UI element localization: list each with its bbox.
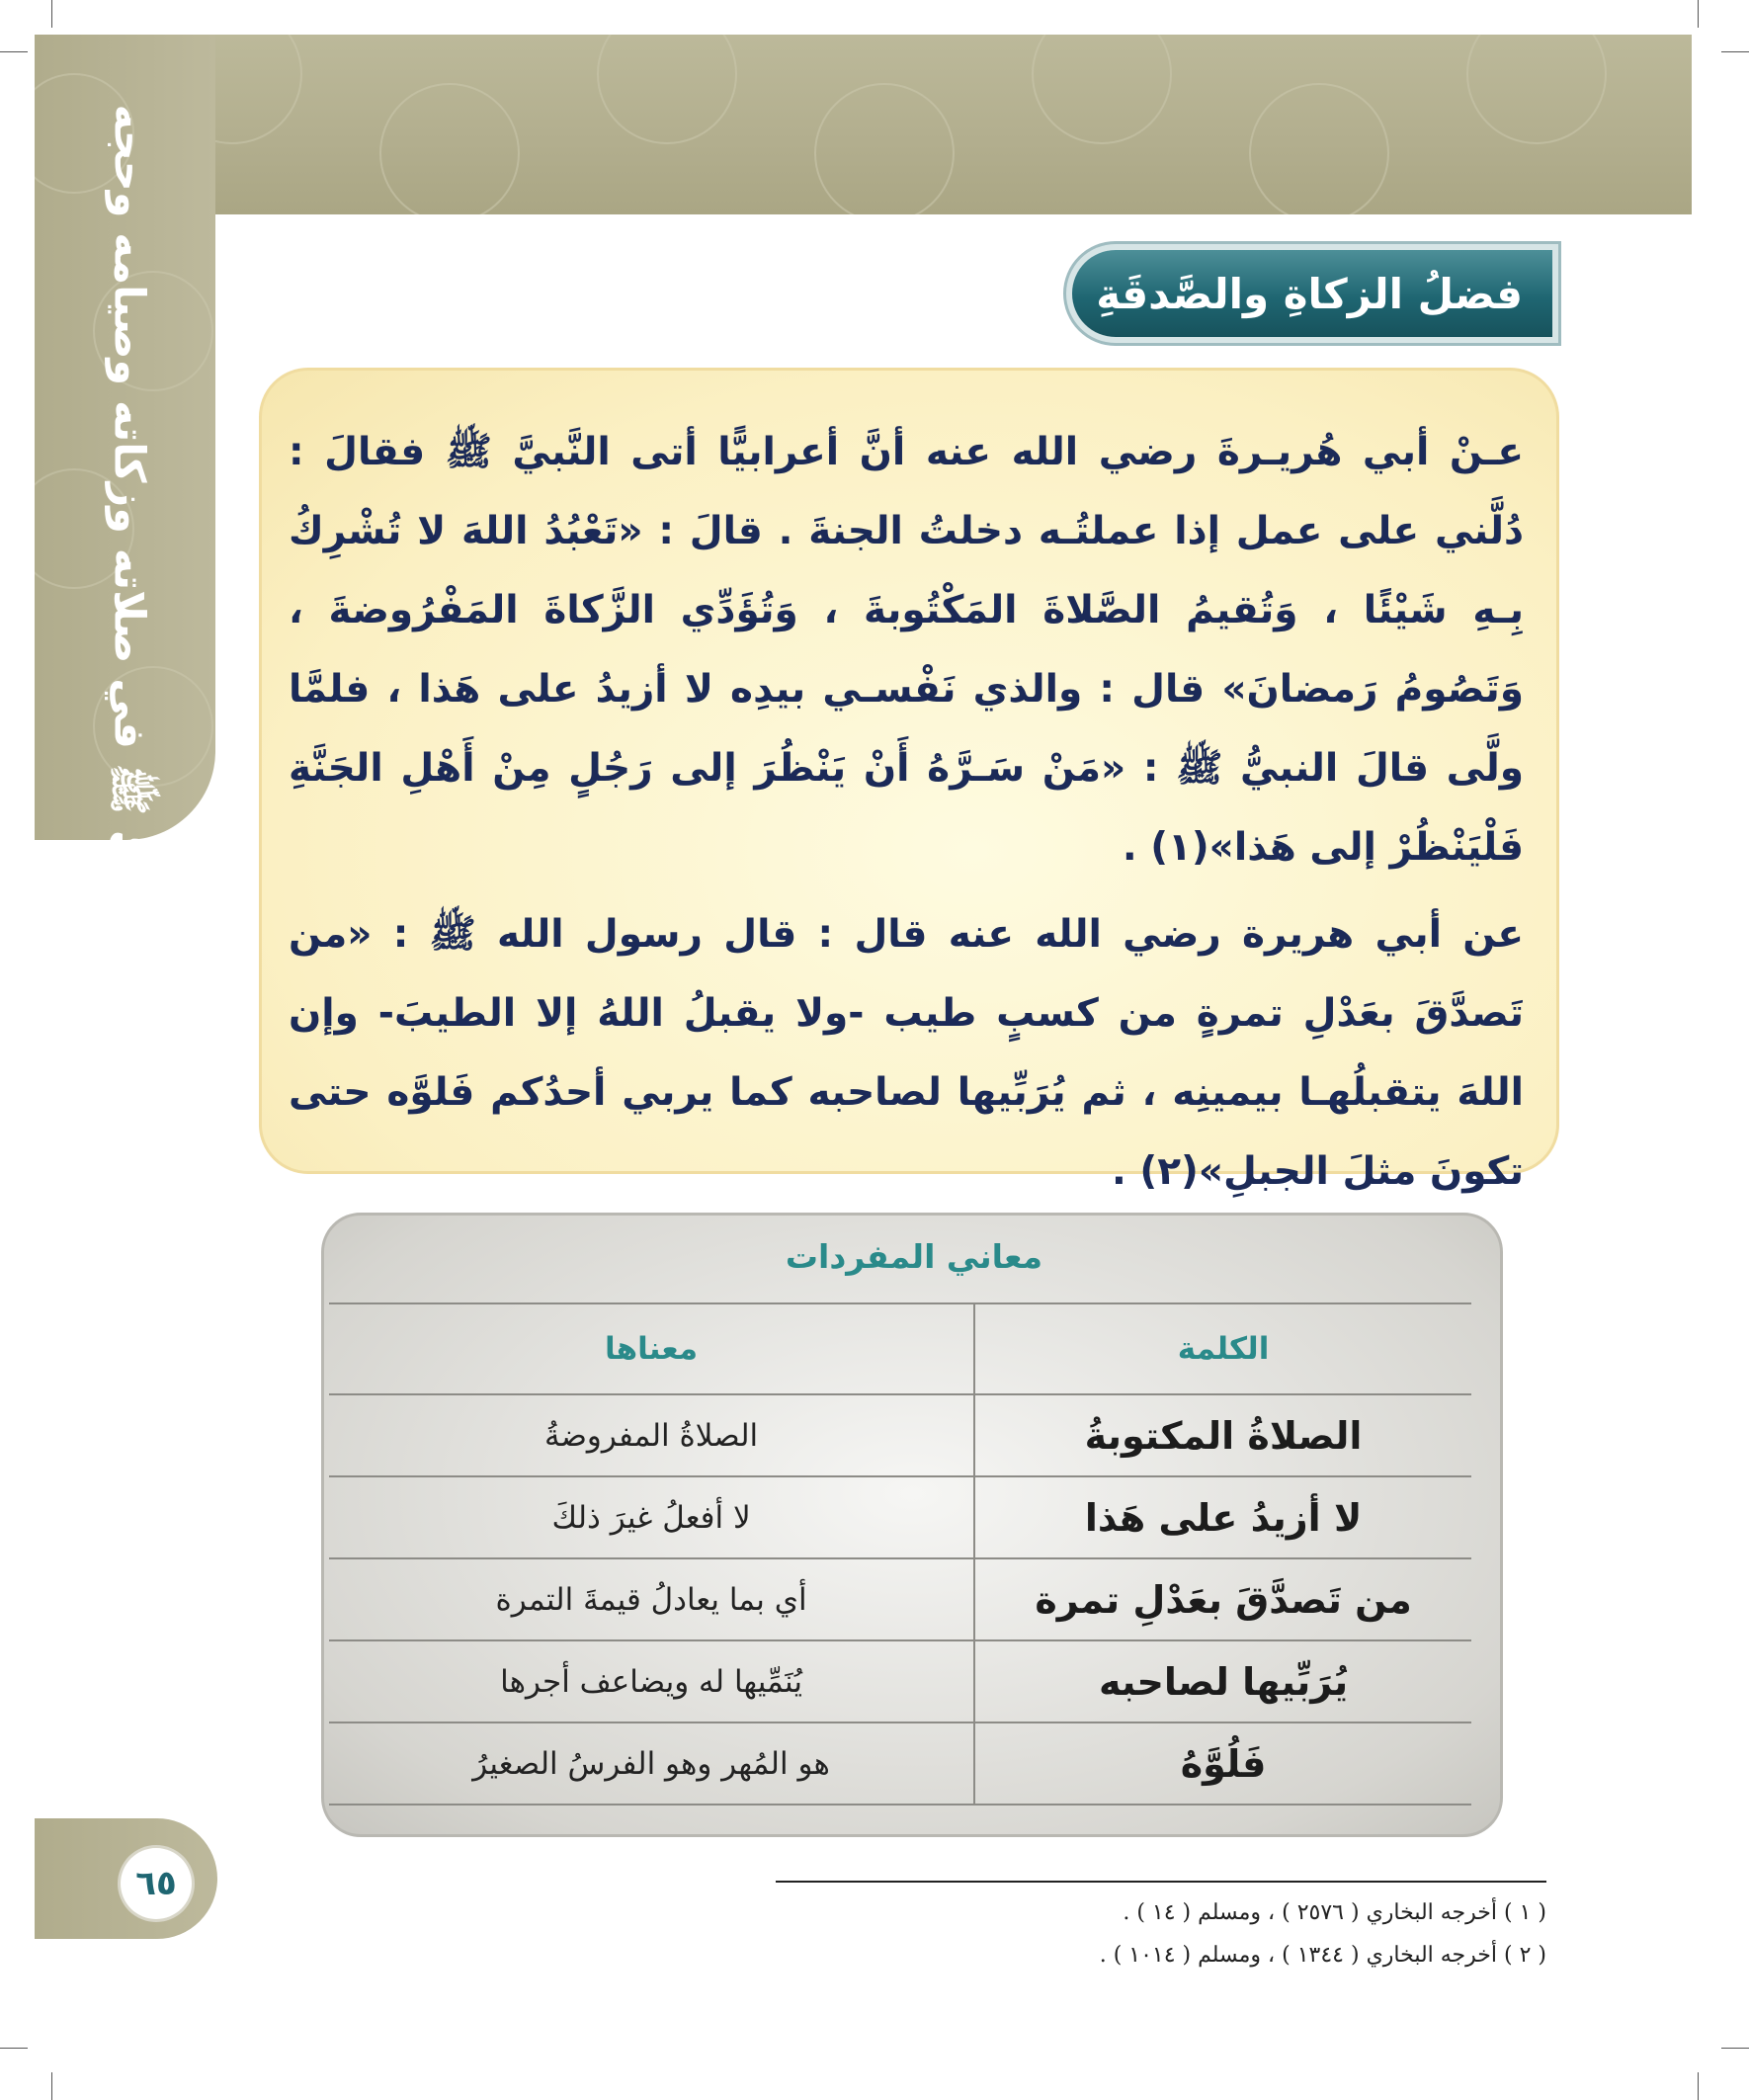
vocab-word: لا أزيدُ على هَذا [974, 1476, 1471, 1558]
vocab-meaning: الصلاةُ المفروضةُ [329, 1394, 974, 1476]
table-row [329, 1640, 1471, 1722]
table-row [329, 1558, 1471, 1640]
vocab-word: يُرَبِّيها لصاحبه [974, 1640, 1471, 1722]
chapter-title-vertical: النبيُّ ﷺ في صلاته وزكاته وصيامه وحجه [104, 104, 154, 939]
column-header-meaning: معناها [329, 1303, 974, 1394]
section-heading: فضلُ الزكاةِ والصَّدقَةِ [1072, 250, 1552, 337]
top-decorative-band [35, 35, 1692, 214]
vocab-word: الصلاةُ المكتوبةُ [974, 1394, 1471, 1476]
vocab-meaning: أي بما يعادلُ قيمةَ التمرة [329, 1558, 974, 1640]
hadith-text [289, 413, 1524, 1219]
footnote-1: ( ١ ) أخرجه البخاري ( ٢٥٧٦ ) ، ومسلم ( ١٤ ) . [1123, 1900, 1546, 1925]
vocabulary-table [329, 1302, 1471, 1806]
geometric-pattern-icon [35, 35, 1692, 214]
vocab-meaning: هو المُهر وهو الفرسُ الصغيرُ [329, 1722, 974, 1805]
table-row [329, 1722, 1471, 1805]
vocab-meaning: لا أفعلُ غيرَ ذلكَ [329, 1476, 974, 1558]
vocabulary-title: معاني المفردات [785, 1237, 1043, 1276]
vocab-word: من تَصدَّقَ بعَدْلِ تمرة [974, 1558, 1471, 1640]
vocab-word: فَلُوَّهُ [974, 1722, 1471, 1805]
column-header-word: الكلمة [974, 1303, 1471, 1394]
hadith-paragraph-1: عـنْ أبي هُريـرةَ رضي الله عنه أنَّ أعرابيًّا أتى النَّبيَّ ﷺ فقالَ : دُلَّني على عمل إذا عملتُـه دخلتُ الجنةَ . قالَ : «تَعْبُدُ اللهَ لا تُشْرِكُ بِـهِ شَيْئًا ، وَتُقيمُ الصَّلاةَ المَكْتُوبةَ ، وَتُؤَدِّي الزَّكاةَ المَفْرُوضةَ ، وَتَصُومُ رَمضانَ» قال : والذي نَفْسـي بيدِه لا أزيدُ على هَذا ، فلمَّا ولَّى قالَ النبيُّ ﷺ : «مَنْ سَـرَّهُ أَنْ يَنْظُرَ إلى رَجُلٍ مِنْ أَهْلِ الجَنَّةِ فَلْيَنْظُرْ إلى هَذا»(١) . [289, 430, 1524, 870]
footnote-divider [776, 1881, 1546, 1883]
hadith-paragraph-2: عن أبي هريرة رضي الله عنه قال : قال رسول الله ﷺ : «من تَصدَّقَ بعَدْلِ تمرةٍ من كسبٍ طيب -ولا يقبلُ اللهُ إلا الطيبَ- وإن اللهَ يتقبلُهـا بيمينِه ، ثم يُرَبِّيها لصاحبه كما يربي أحدُكم فَلوَّه حتى تكونَ مثلَ الجبلِ»(٢) . [289, 912, 1524, 1194]
footnote-2: ( ٢ ) أخرجه البخاري ( ١٣٤٤ ) ، ومسلم ( ١٠١٤ ) . [1099, 1943, 1546, 1968]
table-row [329, 1394, 1471, 1476]
table-header-row [329, 1303, 1471, 1394]
table-row [329, 1476, 1471, 1558]
vocab-meaning: يُنَمِّيها له ويضاعف أجرها [329, 1640, 974, 1722]
footnotes [776, 1891, 1546, 1976]
page-number: ٦٥ [121, 1848, 192, 1919]
